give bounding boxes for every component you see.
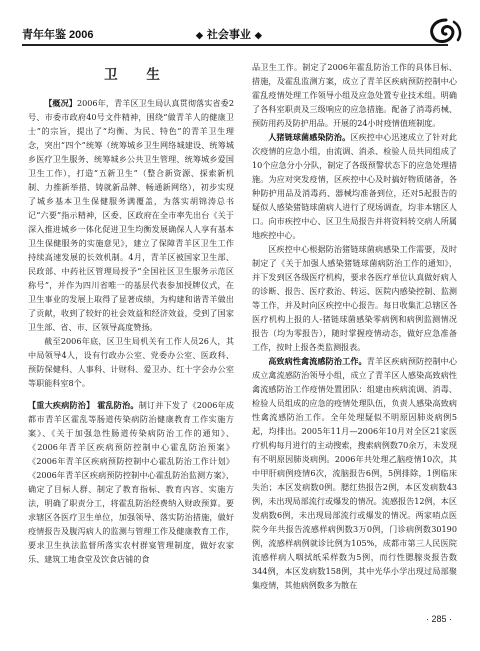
diamond-icon: ◆ (196, 30, 203, 40)
overview-tag: 【概况】 (44, 98, 77, 108)
right-column (252, 60, 457, 592)
avian-flu-text: 青羊区疾病预防控制中心成立禽流感防治领导小组，成立了青羊区人感染高致病性禽流感防治工作疫情处置团队：组建由疾病流调、消毒、检验人员组成的应急的疫情处理队伍，负责人感染高致病性禽流感防治工作。全年处理疑似不明原因肺炎病例5起，均排出。2005年11月—2006年10月对全区21家医疗机构每月进行的主动搜索，搜索病例数70余万，未发现有不明原因肺炎病例。2006年共处理乙脑疫情10次，其中甲肝病例疫情6次，流脑报告6例，5例排除，1例临床失治；本区发病数0例。腮红热报告2例，本区发病数43例，未出现局部流行或爆发的情况。流感报告12例，本区发病数6例，未出现局部流行或爆发的情况。两家哨点医院今年共报告流感样病例数3万0例，门诊病例数30190例，流感样病例就诊比例为105%，成都市第三人民医院流感样病人咽拭纸采样数为5例，而行性腮腺炎报告数344例，本区发病数158例，其中光华小学出现过局部聚集疫情，其他病例数多为散在 (252, 356, 457, 590)
diamond-icon: ◆ (254, 30, 262, 40)
cholera-subheading: 霍乱防治。 (97, 400, 139, 410)
cholera-text: 制订并下发了《2006年成都市青羊区霍乱等肠道传染病防治健康教育工作实施方案》、《关于加强急性肠道传染病防治工作的通知》、《2006年青羊区疾病预防控制中心霍乱防治预案》《2006年青羊区疾病预防控制中心霍乱防治工作计划》《2006年青羊区疾病预防控制中心霍乱防治监测方案》，确定了目标人群、制定了教育指标、教育内容、实施方法，明确了职责分工，将霍乱防治经费纳入财政预算。要求辖区各医疗卫生单位，加强领导、落实防治措施，做好疫情报告及腹泻病人的监测与管理工作及健康教育工作，要求卫生执法监督所落实农村群宴管理制度，做好农家乐、建筑工地食堂及饮食店铺的食 (28, 400, 234, 564)
section-title: 卫 生 (104, 67, 172, 83)
disease-tag: 【重大疾病防治】 (28, 400, 95, 410)
avian-flu-paragraph (252, 354, 457, 592)
overview-text: 2006年，青羊区卫生局认真贯彻落实省委2号、市委市政府40号文件精神，围绕“做青羊人的健康卫士”的宗旨，提出了“均衡、为民、特色”的青羊卫生理念，突出“四个”统筹（统筹城乡卫生网络城建设、统筹城乡医疗卫生服务、统筹城乡公共卫生管理、统筹城乡爱国卫生工作），打造“五新卫生”（整合新资源、探索新机制、力推新举措、铸就新品牌、畅通新网络），初步实现了城乡基本卫生保健服务满覆盖，为落实胡锦涛总书记“六要”指示精神，区委、区政府在全市率先出台《关于深入推进城乡一体化促进卫生均衡发展确保人人享有基本卫生保健服务的实施意见》，建立了保障青羊区卫生工作持续高速发展的长效机制。4月，青羊区被国家卫生部、民政部、中药社区管理局授予“全国社区卫生服务示范区称号”，并作为四川省唯一的基层代表参加授牌仪式，在卫生事业的发展上取得了显著成绩，为构建和谐青羊做出了贡献，收到了较好的社会效益和经济效益，受到了国家卫生部、省、市、区领导高度赞扬。 (28, 98, 234, 332)
strep-subheading: 人猪链球菌感染防治。 (268, 132, 351, 142)
section-header-label: 社会事业 (206, 29, 251, 41)
page-number: · 285 · (425, 614, 452, 624)
strep-notice-paragraph: 区疾控中心根据防治猪链球菌病感染工作需要，及时制定了《关于加强人感染猪链球菌病防治工作的通知》，并下发到区各级医疗机构，要求各医疗单位认真做好病人的诊断、报告、医疗救治、转运、医院内感染控制、监测等工作，并及时向区疾控中心报告。每日收集汇总辖区各医疗机构上报的人-猪链球菌感染零病例和病例监测情况报告（均为零报告），随时掌握疫情动态，做好应急准备工作，按时上报各类监测报表。 (252, 244, 457, 352)
strep-text: 区疾控中心迅速成立了针对此次疫情的应急小组，由流调、消杀、检验人员共同组成了10个应急分小分队，制定了各级预警状态下的应急处理措施。为应对突发疫情，区疾控中心及时搞好物质储备，各种防护用品及消毒药、器械均准备到位，还对5起报告的疑似人感染猪链球菌病人进行了现场调查，均非本辖区人口。向市疾控中心、区卫生局报告并将资料转交病人所属地疾控中心。 (252, 132, 457, 240)
staff-paragraph: 截至2006年底，区卫生局机关有工作人员26人，其中局领导4人，设有行政办公室、党委办公室、医政科、预防保健科、人事科、计财科、爱卫办、红十字会办公室等职能科室8个。 (28, 336, 234, 388)
page-header (0, 0, 480, 52)
left-column (28, 60, 234, 566)
avian-flu-subheading: 高致病性禽流感防治工作。 (268, 356, 367, 366)
swirl-ornament-icon (426, 16, 464, 46)
yearbook-title: 青年年鉴 2006 (22, 29, 94, 41)
overview-paragraph (28, 96, 234, 334)
header-rule (22, 44, 448, 46)
section-header (196, 26, 266, 42)
strep-paragraph (252, 130, 457, 242)
cholera-continued: 品卫生工作。制定了2006年霍乱防治工作的具体目标、措施，及霍乱监测方案，成立了青羊区疾病预防控制中心霍乱疫情处理工作领导小组及应急处置专业技术组。明确了各科室职责及三级响应的应急措施。配备了消毒药械、预防用药及防护用品。开展的24小时疫情值班制度。 (252, 62, 457, 128)
disease-paragraph (28, 398, 234, 566)
